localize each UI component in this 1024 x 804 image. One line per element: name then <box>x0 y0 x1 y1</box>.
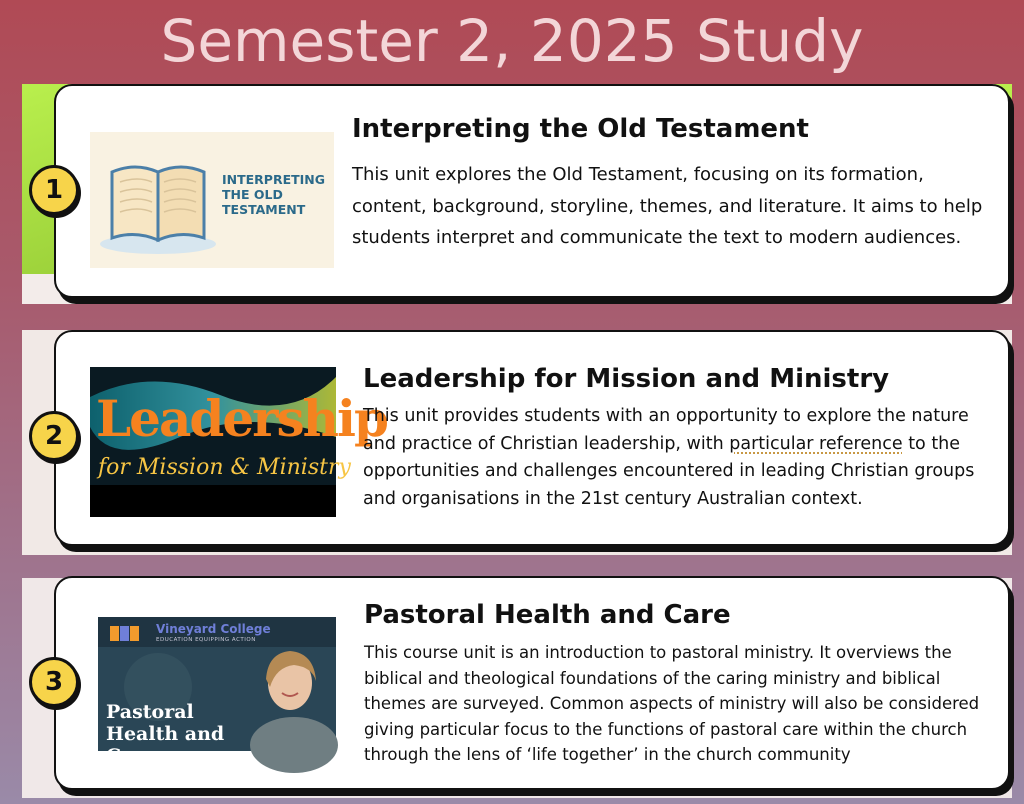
thumbnail-2-word: Leadership <box>96 389 387 448</box>
thumbnail-3-tagline: EDUCATION EQUIPPING ACTION <box>156 637 256 643</box>
thumbnail-3-title: Pastoral Health and Care <box>106 701 225 767</box>
unit-title-2[interactable]: Leadership for Mission and Ministry <box>363 364 890 394</box>
vineyard-logo-icon <box>110 623 150 643</box>
thumbnail-1-label: INTERPRETING THE OLD TESTAMENT <box>222 172 326 217</box>
page-title: Semester 2, 2025 Study <box>160 7 864 75</box>
unit-thumbnail-2[interactable] <box>90 367 387 517</box>
unit-thumbnail-1[interactable] <box>90 132 334 268</box>
unit-title-3[interactable]: Pastoral Health and Care <box>364 600 731 630</box>
thumbnail-2-subtitle: for Mission & Ministry <box>98 455 351 480</box>
description-2-underlined-phrase: particular reference <box>729 433 903 454</box>
unit-description-3: This course unit is an introduction to pastoral ministry. It overviews the biblical and theological foundations of the caring ministry and biblical themes are surveyed. Common aspects of ministry will also be considered giving particular focus to the functions of pastoral care within the church through the lens of ‘life together’ in the church community <box>364 643 980 764</box>
description-2-part-1: This unit provides students with an opportunity to explore the nature and practice of Christian leadership, with <box>363 406 969 454</box>
description-2-part-3: to the opportunities and challenges encountered in leading Christian groups and organisations in the 21st century Australian context. <box>363 433 975 509</box>
unit-description-1: This unit explores the Old Testament, focusing on its formation, content, background, storyline, themes, and literature. It aims to help students interpret and communicate the text to modern audiences. <box>352 164 983 248</box>
unit-number-badge-3: 3 <box>29 657 79 707</box>
unit-description-2 <box>363 403 993 513</box>
unit-number-badge-1: 1 <box>29 165 79 215</box>
unit-title-1[interactable]: Interpreting the Old Testament <box>352 114 809 144</box>
thumbnail-3-brand: Vineyard College <box>156 622 271 636</box>
unit-thumbnail-3[interactable] <box>98 617 336 767</box>
unit-number-badge-2: 2 <box>29 411 79 461</box>
